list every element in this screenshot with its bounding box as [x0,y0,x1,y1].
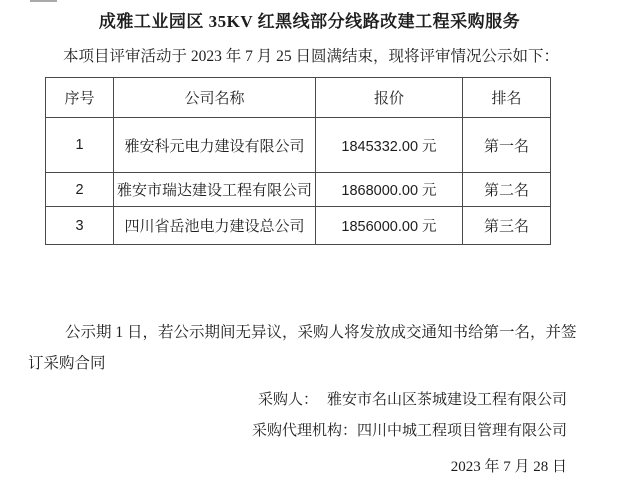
buyer-line [258,388,567,409]
table-row [46,173,551,207]
row-no: 1 [46,118,114,173]
row-rank: 第三名 [463,207,551,245]
intro-text: 本项目评审活动于 2023 年 7 月 25 日圆满结束，现将评审情况公示如下： [63,48,560,65]
header-no: 序号 [46,78,114,118]
agency-label: 采购代理机构： [251,423,357,439]
row-no: 2 [46,173,114,207]
row-bid: 1845332.00 元 [316,118,463,173]
row-rank: 第一名 [463,118,551,173]
bid-results-table [45,77,551,245]
row-company: 四川省岳池电力建设总公司 [114,207,316,245]
date-line: 2023 年 7 月 28 日 [450,459,567,475]
row-rank: 第二名 [463,173,551,207]
buyer-label: 采购人： [257,392,318,408]
notice-line-2: 订采购合同 [28,355,106,372]
table-row [46,207,551,245]
header-rank: 排名 [463,78,551,118]
top-edge-artifact [30,0,57,2]
agency-name: 四川中城工程项目管理有限公司 [356,423,567,439]
notice-line-1: 公示期 1 日，若公示期间无异议，采购人将发放成交通知书给第一名，并签 [65,324,577,341]
buyer-name: 雅安市名山区茶城建设工程有限公司 [326,392,567,408]
table-row [46,118,551,173]
row-company: 雅安科元电力建设有限公司 [114,118,316,173]
header-company: 公司名称 [114,78,316,118]
row-no: 3 [46,207,114,245]
row-company: 雅安市瑞达建设工程有限公司 [114,173,316,207]
document-title: 成雅工业园区 35KV 红黑线部分线路改建工程采购服务 [98,12,521,31]
row-bid: 1856000.00 元 [316,207,463,245]
table-header-row [46,78,551,118]
header-bid: 报价 [316,78,463,118]
agency-line [252,419,567,440]
row-bid: 1868000.00 元 [316,173,463,207]
